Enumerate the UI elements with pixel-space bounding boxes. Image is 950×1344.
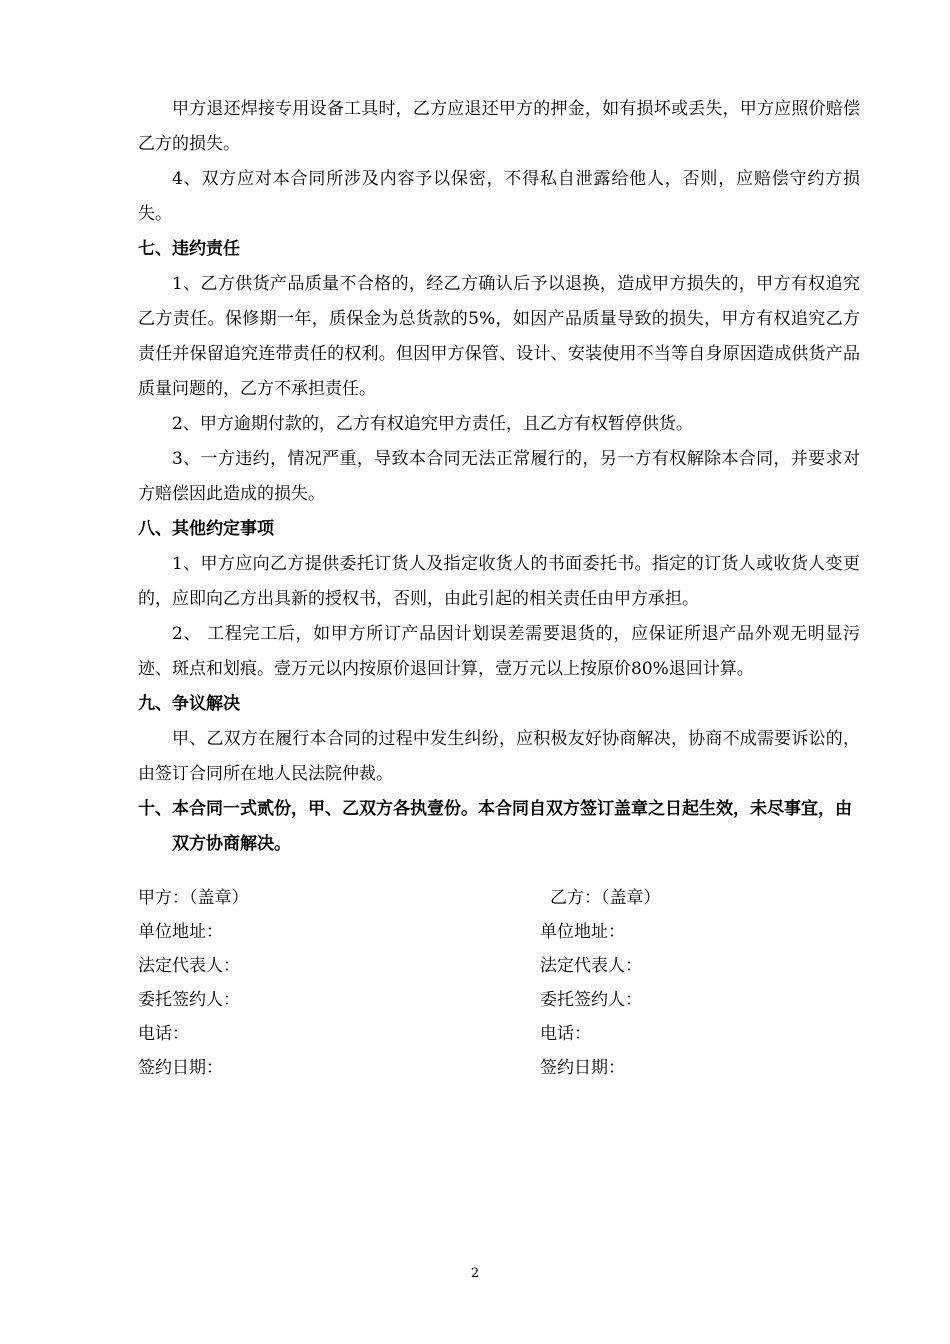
party-b-signature-block <box>540 881 661 1085</box>
party-b-label: 乙方：（盖章） <box>550 888 661 908</box>
paragraph-tool-return: 甲方退还焊接专用设备工具时，乙方应退还甲方的押金，如有损坏或丢失，甲方应照价赔偿乙方的损失。 <box>138 99 860 154</box>
party-b-legal-rep: 法定代表人： <box>540 956 642 976</box>
section-title-breach: 七、违约责任 <box>138 239 240 259</box>
breach-item-1: 1、乙方供货产品质量不合格的，经乙方确认后予以退换，造成甲方损失的，甲方有权追究乙方责任。保修期一年，质保金为总货款的5%，如因产品质量导致的损失，甲方有权追究乙方责任并保留追究连带责任的权利。但因甲方保管、设计、安装使用不当等自身原因造成供货产品质量问题的，乙方不承担责任。 <box>138 274 860 399</box>
section-title-copies: 十、本合同一式贰份，甲、乙双方各执壹份。本合同自双方签订盖章之日起生效，未尽事宜，由双方协商解决。 <box>138 799 852 854</box>
party-a-legal-rep: 法定代表人： <box>138 956 240 976</box>
party-b-date: 签约日期： <box>540 1058 625 1078</box>
page-number: 2 <box>470 1266 480 1281</box>
party-b-address: 单位地址： <box>540 922 625 942</box>
party-a-address: 单位地址： <box>138 922 223 942</box>
section-title-other: 八、其他约定事项 <box>138 519 274 539</box>
party-a-date: 签约日期： <box>138 1058 223 1078</box>
dispute-item: 甲、乙双方在履行本合同的过程中发生纠纷，应积极友好协商解决，协商不成需要诉讼的，由签订合同所在地人民法院仲裁。 <box>138 729 860 784</box>
section-title-dispute: 九、争议解决 <box>138 694 240 714</box>
other-item-1: 1、甲方应向乙方提供委托订货人及指定收货人的书面委托书。指定的订货人或收货人变更的，应即向乙方出具新的授权书，否则，由此引起的相关责任由甲方承担。 <box>138 554 860 609</box>
party-a-signature-block <box>138 881 249 1085</box>
party-a-agent: 委托签约人： <box>138 990 240 1010</box>
other-item-2: 2、 工程完工后，如甲方所订产品因计划误差需要退货的，应保证所退产品外观无明显污迹、斑点和划痕。壹万元以内按原价退回计算，壹万元以上按原价80%退回计算。 <box>138 624 860 679</box>
party-b-phone: 电话： <box>540 1024 591 1044</box>
paragraph-confidentiality: 4、双方应对本合同所涉及内容予以保密，不得私自泄露给他人，否则，应赔偿守约方损失。 <box>138 169 860 224</box>
breach-item-2: 2、甲方逾期付款的，乙方有权追究甲方责任，且乙方有权暂停供货。 <box>172 414 693 434</box>
party-b-agent: 委托签约人： <box>540 990 642 1010</box>
party-a-phone: 电话： <box>138 1024 189 1044</box>
breach-item-3: 3、一方违约，情况严重，导致本合同无法正常履行的，另一方有权解除本合同，并要求对方赔偿因此造成的损失。 <box>138 449 860 504</box>
party-a-label: 甲方：（盖章） <box>138 888 249 908</box>
contract-body <box>138 92 860 862</box>
